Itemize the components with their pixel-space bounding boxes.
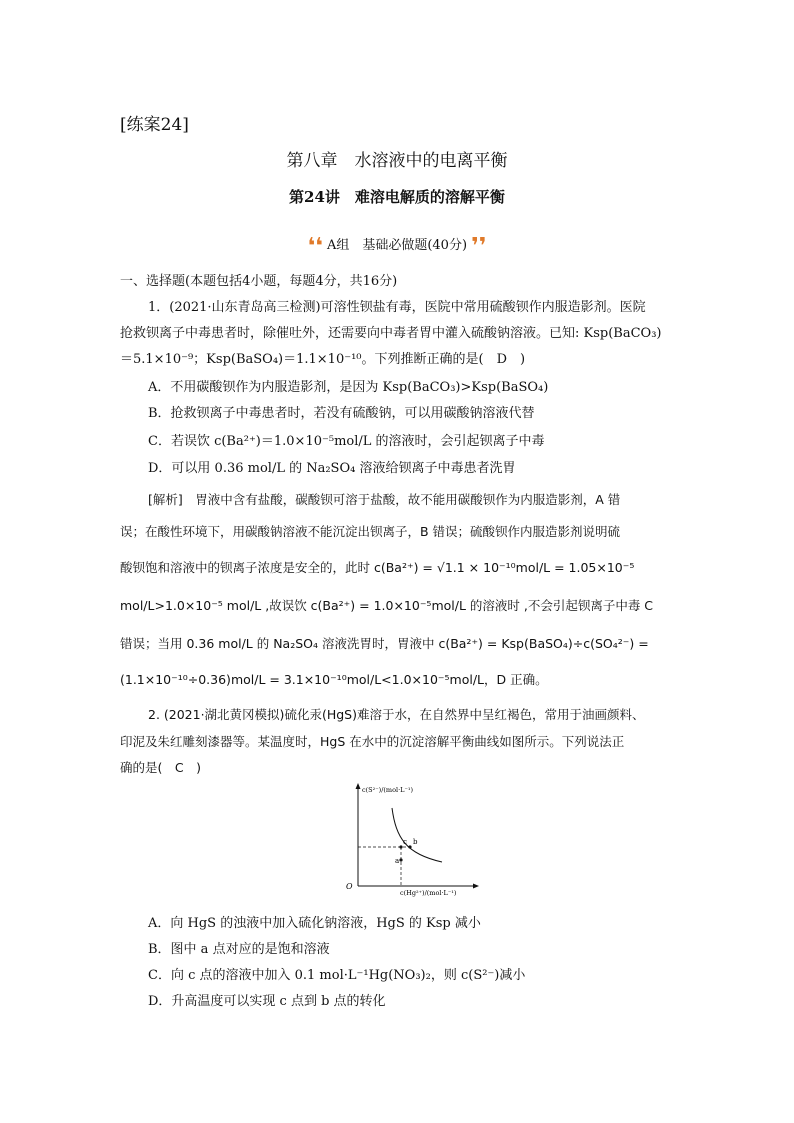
x-axis-label: c(Hg²⁺)/(mol·L⁻¹) [400,889,457,897]
q1-option-a: A．不用碳酸钡作为内服造影剂，是因为 Ksp(BaCO₃)>Ksp(BaSO₄) [148,380,549,395]
q1-option-b: B．抢救钡离子中毒患者时，若没有硫酸钠，可以用碳酸钠溶液代替 [148,406,535,421]
chapter-title: 第八章 水溶液中的电离平衡 [286,151,508,171]
q2-line-1: 2. (2021·湖北黄冈模拟)硫化汞(HgS)难溶于水，在自然界中呈红褐色，常用于油画颜料、 [148,707,645,722]
y-axis-arrow-icon [356,783,361,789]
q2-option-a: A．向 HgS 的浊液中加入硫化钠溶液，HgS 的 Ksp 减小 [148,916,481,931]
point-b-marker [408,845,411,848]
q1-option-c: C．若误饮 c(Ba²⁺)＝1.0×10⁻⁵mol/L 的溶液时，会引起钡离子中毒 [148,434,545,449]
section-heading: 一、选择题(本题包括4小题，每题4分，共16分) [120,274,398,289]
lecture-title: 第24讲 难溶电解质的溶解平衡 [289,188,505,206]
q1-analysis-6: (1.1×10⁻¹⁰÷0.36)mol/L = 3.1×10⁻¹⁰mol/L<1.0×10⁻⁵mol/L，D 正确。 [120,672,548,687]
open-quote-icon: ❛❛ [307,234,323,259]
q2-line-2: 印泥及朱红雕刻漆器等。某温度时，HgS 在水中的沉淀溶解平衡曲线如图所示。下列说法正 [120,734,625,749]
group-label: A组 基础必做题(40分) [326,238,468,253]
close-quote-icon: ❜❜ [471,234,487,259]
q1-line-3: ＝5.1×10⁻⁹；Ksp(BaSO₄)＝1.1×10⁻¹⁰。下列推断正确的是( D ) [120,352,526,367]
q2-option-b: B．图中 a 点对应的是饱和溶液 [148,942,330,957]
exercise-tag: [练案24] [120,115,189,135]
q2-line-3: 确的是( C ) [120,760,201,775]
point-b-label: b [413,838,418,846]
group-heading [0,234,794,259]
q1-option-d: D．可以用 0.36 mol/L 的 Na₂SO₄ 溶液给钡离子中毒患者洗胃 [148,461,516,476]
x-axis-arrow-icon [473,884,479,889]
q1-line-2: 抢救钡离子中毒患者时，除催吐外，还需要向中毒者胃中灌入硫酸钠溶液。已知: Ksp(BaCO₃) [120,326,662,341]
equilibrium-curve [392,808,442,862]
q2-option-d: D．升高温度可以实现 c 点到 b 点的转化 [148,994,386,1009]
q1-analysis-5: 错误；当用 0.36 mol/L 的 Na₂SO₄ 溶液洗胃时，胃液中 c(Ba²⁺) = Ksp(BaSO₄)÷c(SO₄²⁻) = [120,636,649,651]
origin-label: O [346,882,353,891]
y-axis-label: c(S²⁻)/(mol·L⁻¹) [362,786,414,794]
q2-option-c: C．向 c 点的溶液中加入 0.1 mol·L⁻¹Hg(NO₃)₂，则 c(S²⁻)减小 [148,968,526,983]
solubility-curve-graph [340,782,480,900]
point-a-label: a [395,857,400,865]
q1-analysis-4: mol/L>1.0×10⁻⁵ mol/L ,故误饮 c(Ba²⁺) = 1.0×10⁻⁵mol/L 的溶液时 ,不会引起钡离子中毒 C [120,598,654,613]
q1-analysis-1: [解析] 胃液中含有盐酸，碳酸钡可溶于盐酸，故不能用碳酸钡作为内服造影剂，A 错 [148,492,621,507]
point-c-label: c [403,838,407,846]
q1-analysis-3: 酸钡饱和溶液中的钡离子浓度是安全的，此时 c(Ba²⁺) = √1.1 × 10⁻¹⁰mol/L = 1.05×10⁻⁵ [120,560,635,575]
point-a-marker [399,858,402,861]
q1-line-1: 1．(2021·山东青岛高三检测)可溶性钡盐有毒，医院中常用硫酸钡作内服造影剂。医院 [148,300,646,315]
q1-analysis-2: 误；在酸性环境下，用碳酸钠溶液不能沉淀出钡离子，B 错误；硫酸钡作内服造影剂说明硫 [120,524,621,539]
